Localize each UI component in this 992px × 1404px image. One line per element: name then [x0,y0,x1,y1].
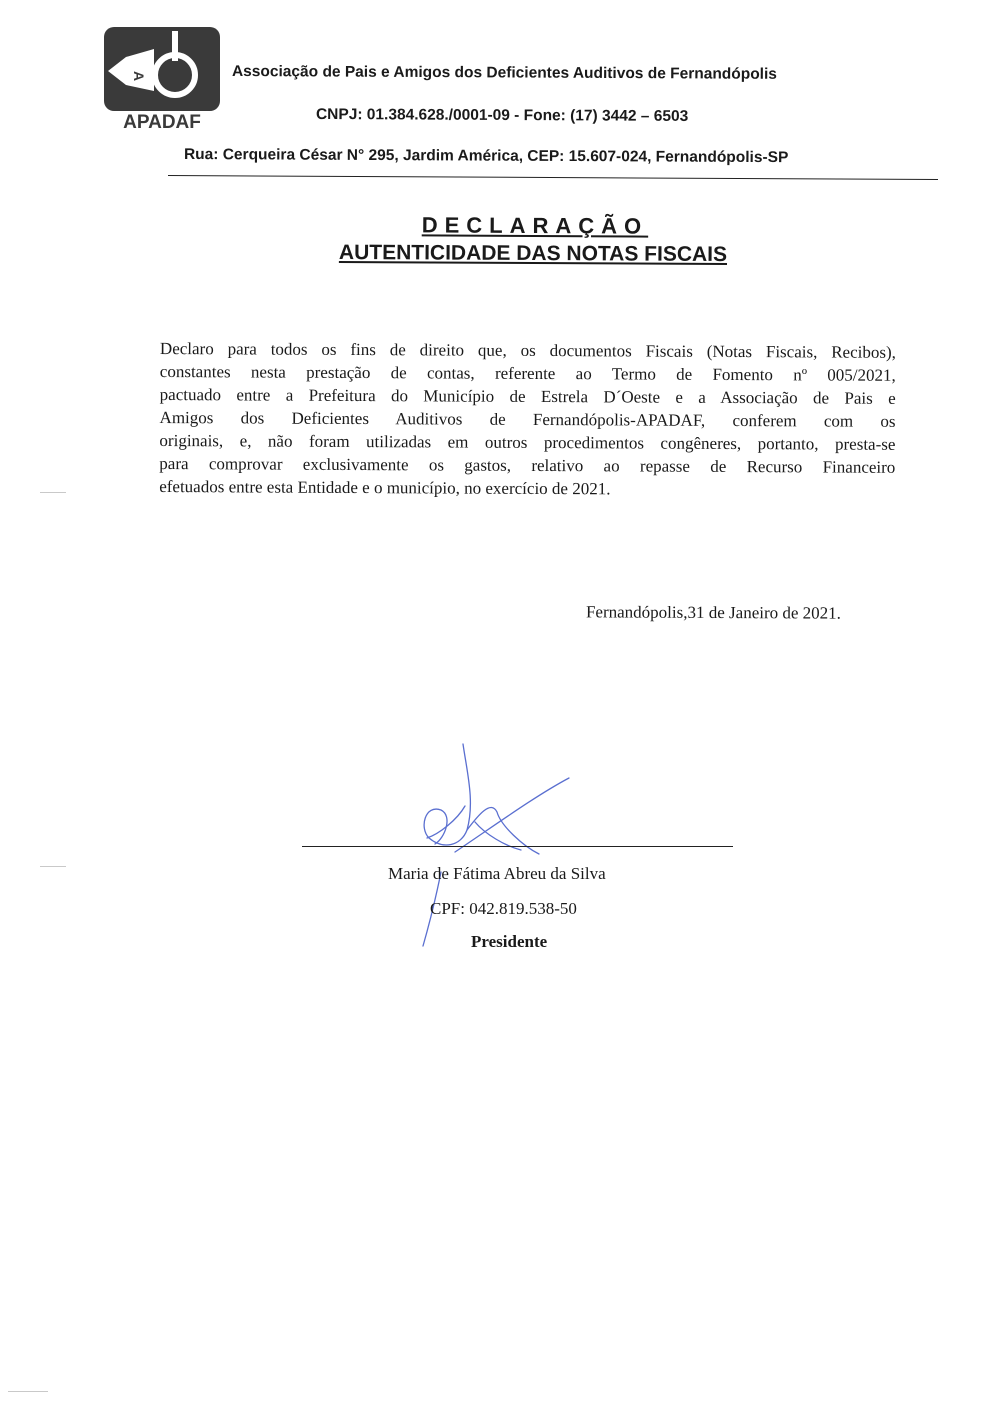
organization-name: Associação de Pais e Amigos dos Deficientes Auditivos de Fernandópolis [231,63,777,83]
organization-address: Rua: Cerqueira César N° 295, Jardim América, CEP: 15.607-024, Fernandópolis-SP [183,146,789,167]
place-date: Fernandópolis,31 de Janeiro de 2021. [585,602,842,623]
document-title: DECLARAÇÃO [421,212,649,239]
scan-mark [40,866,66,867]
body-line: Declaro para todos os fins de direito que, os documentos Fiscais (Notas Fiscais, Recibos), [159,338,896,362]
body-line: constantes nesta prestação de contas, referente ao Termo de Fomento nº 005/2021, [159,361,896,385]
handwritten-signature [405,742,575,952]
body-line: Amigos dos Deficientes Auditivos de Fernandópolis-APADAF, conferem com os [159,407,896,431]
header-divider [168,175,938,180]
declaration-body [159,337,896,502]
scan-mark [8,1391,48,1392]
body-line: efetuados entre esta Entidade e o município, no exercício de 2021. [159,476,611,499]
logo-text: APADAF [123,112,201,131]
signer-role: Presidente [471,932,548,951]
body-line: pactuado entre a Prefeitura do Município de Estrela D´Oeste e a Associação de Pais e [159,384,896,408]
body-line: originais, e, não foram utilizadas em outros procedimentos congêneres, portanto, presta-se [159,430,896,454]
cnpj-phone: CNPJ: 01.384.628./0001-09 - Fone: (17) 3442 – 6503 [315,106,689,125]
body-line: para comprovar exclusivamente os gastos, relativo ao repasse de Recurso Financeiro [159,453,896,477]
document-subtitle: AUTENTICIDADE DAS NOTAS FISCAIS [338,240,728,267]
apadaf-logo [104,27,220,131]
scan-mark [40,492,66,493]
svg-text:A: A [131,71,147,82]
signer-cpf: CPF: 042.819.538-50 [430,899,577,918]
signer-name: Maria de Fátima Abreu da Silva [388,864,606,883]
signature-line [302,846,733,847]
